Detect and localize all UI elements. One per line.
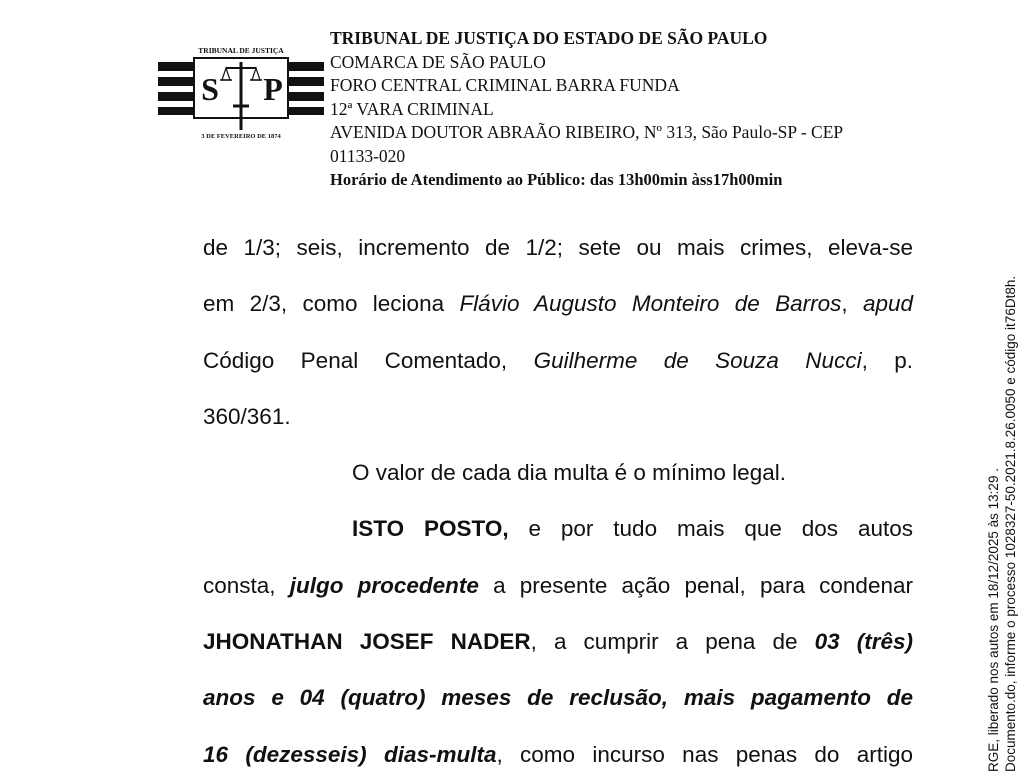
header-foro: FORO CENTRAL CRIMINAL BARRA FUNDA <box>330 75 680 95</box>
body-line <box>203 558 913 614</box>
header-address: AVENIDA DOUTOR ABRAÃO RIBEIRO, Nº 313, São Paulo-SP - CEP <box>330 122 844 142</box>
header-vara: 12ª VARA CRIMINAL <box>330 98 494 119</box>
body-line <box>203 276 913 332</box>
header-cep: 01133-020 <box>330 145 406 166</box>
body-line <box>203 727 913 783</box>
body-line <box>203 333 913 389</box>
body-line <box>203 501 913 557</box>
logo-top-text: TRIBUNAL DE JUSTIÇA <box>198 46 284 55</box>
body-line <box>203 389 913 445</box>
author-name: Guilherme de Souza Nucci <box>533 347 862 373</box>
body-text-run: , p. <box>861 347 913 373</box>
body-text-run: , a cumprir a pena de <box>530 629 815 655</box>
sentence-detail: anos e 04 (quatro) meses de reclusão, mais pagamento de <box>203 685 913 711</box>
logo-right-letter: P <box>263 71 283 107</box>
stamp-line-release: RGE, liberado nos autos em 18/12/2025 às 13:29 . <box>986 468 1001 772</box>
header-comarca: COMARCA DE SÃO PAULO <box>330 51 546 72</box>
header-court-name: TRIBUNAL DE JUSTIÇA DO ESTADO DE SÃO PAULO <box>330 28 768 48</box>
body-line <box>203 614 913 670</box>
latin-term: apud <box>862 291 913 317</box>
document-body <box>203 220 913 783</box>
header-hours: Horário de Atendimento ao Público: das 13h00min àss17h00min <box>330 170 783 189</box>
author-name: Flávio Augusto Monteiro de Barros <box>459 291 842 317</box>
paragraph-fine-value: O valor de cada dia multa é o mínimo legal. <box>352 460 786 486</box>
document-header <box>330 27 930 192</box>
verdict-phrase: julgo procedente <box>289 572 479 598</box>
body-text-run: em 2/3, como leciona <box>203 291 460 317</box>
defendant-name: JHONATHAN JOSEF NADER <box>203 629 531 655</box>
stamp-line-verification: Documento.do, informe o processo 1028327-50.2021.8.26.0050 e código it76Dt8h. <box>1003 275 1018 772</box>
body-text-run: , <box>841 291 863 317</box>
body-text-run: 360/361. <box>203 403 291 429</box>
body-text-run: a presente ação penal, para condenar <box>478 572 913 598</box>
court-seal-icon <box>158 44 324 140</box>
court-logo <box>158 44 324 140</box>
digital-signature-stamp <box>985 202 1024 772</box>
body-text-run: , como incurso nas penas do artigo <box>496 741 913 767</box>
logo-left-letter: S <box>201 71 219 107</box>
sentence-years: 03 (três) <box>814 629 913 655</box>
body-text-run: consta, <box>203 572 290 598</box>
logo-date-text: 3 DE FEVEREIRO DE 1874 <box>201 133 281 140</box>
body-line <box>203 220 913 276</box>
body-text-run: de 1/3; seis, incremento de 1/2; sete ou mais crimes, eleva-se <box>203 235 913 260</box>
body-text-run: e por tudo mais que dos autos <box>508 516 913 542</box>
body-text-run: Código Penal Comentado, <box>203 347 534 373</box>
isto-posto: ISTO POSTO, <box>352 516 509 542</box>
fine-days: 16 (dezesseis) dias-multa <box>203 741 497 767</box>
